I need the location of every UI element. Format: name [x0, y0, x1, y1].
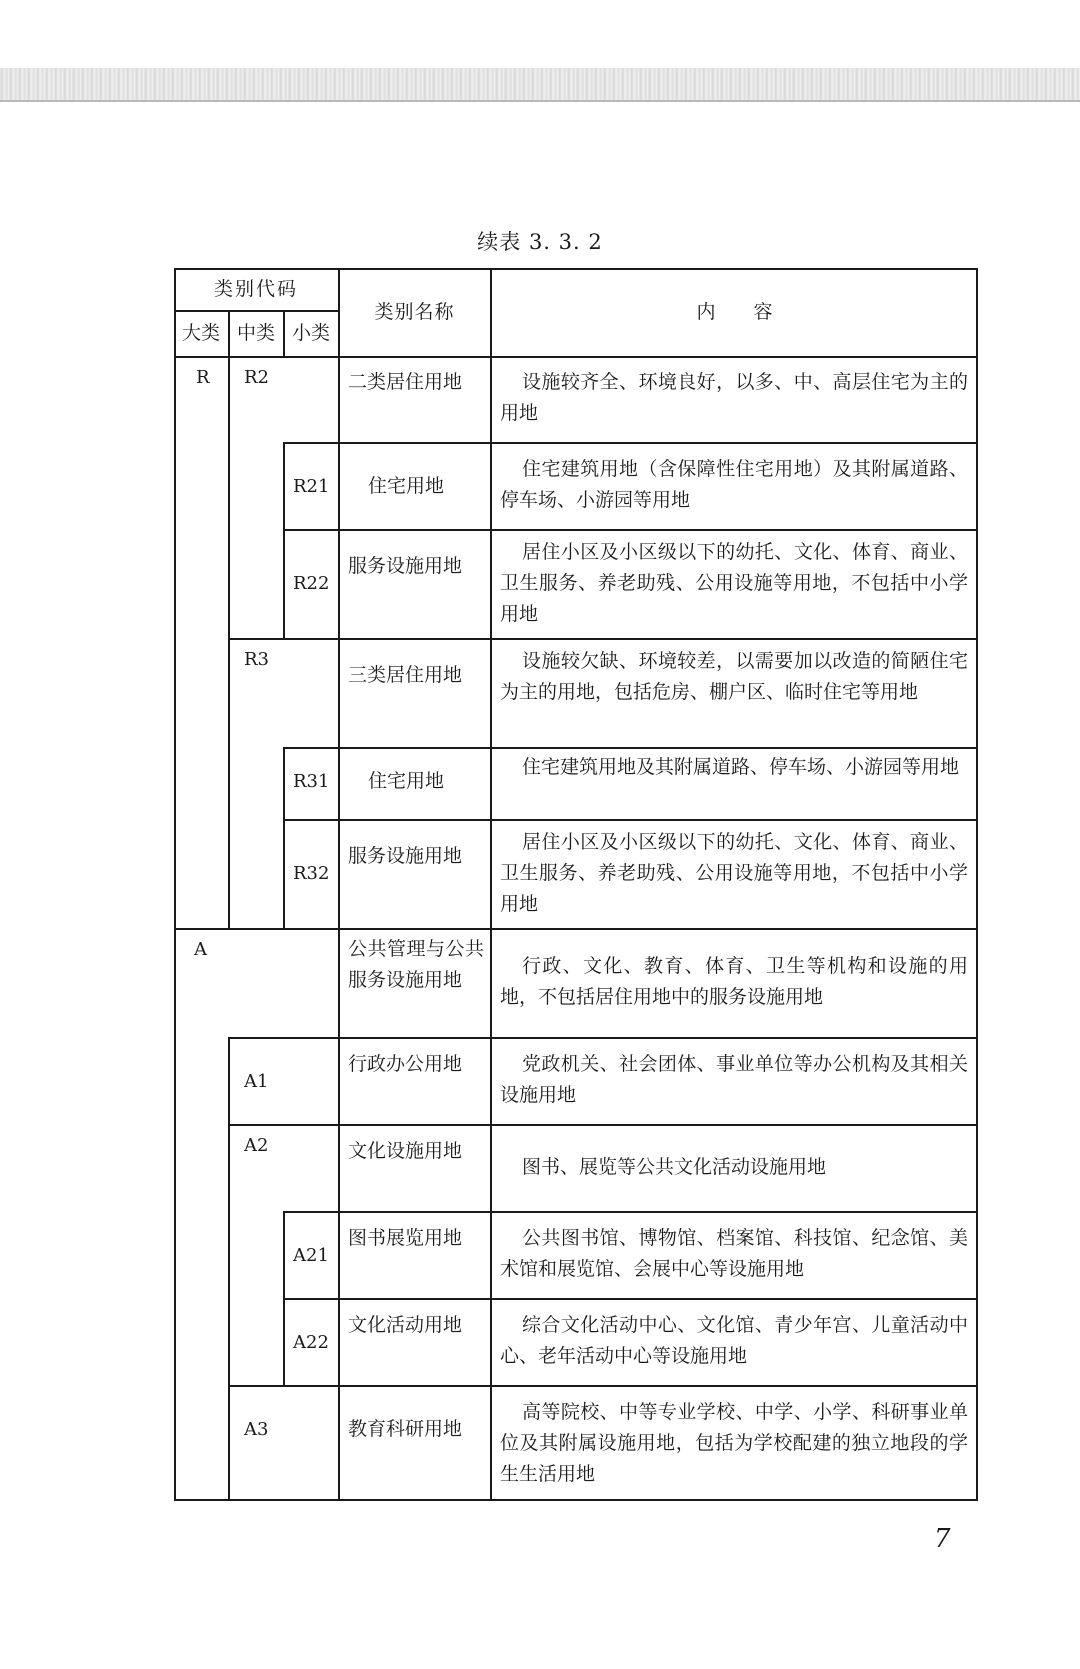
rule-v-content-left — [490, 268, 492, 1501]
rule-v-name-left — [338, 268, 340, 1501]
name-r22: 服务设施用地 — [348, 555, 463, 577]
header-name: 类别名称 — [374, 301, 455, 323]
content-a: 行政、文化、教育、体育、卫生等机构和设施的用地，不包括居住用地中的服务设施用地 — [500, 955, 968, 1008]
rule-h-a2 — [228, 1124, 978, 1126]
code-r: R — [196, 367, 210, 388]
name-r32: 服务设施用地 — [348, 845, 463, 867]
rule-v-r3-minor — [283, 747, 285, 928]
name-r31: 住宅用地 — [368, 770, 445, 792]
rule-h-r21 — [283, 442, 978, 444]
header-minor: 小类 — [291, 322, 330, 344]
header-medium: 中类 — [236, 322, 275, 344]
rule-h-a3 — [228, 1385, 978, 1387]
code-r31: R31 — [293, 771, 330, 792]
code-a3: A3 — [244, 1419, 269, 1440]
code-a22: A22 — [293, 1332, 329, 1353]
name-a22: 文化活动用地 — [348, 1314, 463, 1336]
content-a22: 综合文化活动中心、文化馆、青少年宫、儿童活动中心、老年活动中心等设施用地 — [500, 1314, 968, 1367]
rule-h-r22 — [283, 529, 978, 531]
content-r2: 设施较齐全、环境良好，以多、中、高层住宅为主的用地 — [500, 371, 968, 424]
content-a1: 党政机关、社会团体、事业单位等办公机构及其相关设施用地 — [500, 1053, 968, 1106]
name-r21: 住宅用地 — [368, 475, 445, 497]
rule-h-a — [174, 928, 978, 930]
header-code-group: 类别代码 — [213, 278, 298, 300]
content-r22: 居住小区及小区级以下的幼托、文化、体育、商业、卫生服务、养老助残、公用设施等用地，不包括中小学用地 — [500, 541, 968, 625]
content-a3: 高等院校、中等专业学校、中学、小学、科研事业单位及其附属设施用地，包括为学校配建的独立地段的学生生活用地 — [500, 1401, 968, 1485]
rule-h-a1 — [228, 1037, 978, 1039]
rule-v-a-medium — [228, 1037, 230, 1501]
table-title: 续表 3. 3. 2 — [477, 230, 603, 254]
code-a2: A2 — [244, 1135, 269, 1156]
name-a21: 图书展览用地 — [348, 1227, 463, 1249]
code-a21: A21 — [293, 1245, 329, 1266]
code-r22: R22 — [293, 573, 330, 594]
rule-h-r3 — [228, 638, 978, 640]
content-a2: 图书、展览等公共文化活动设施用地 — [522, 1156, 827, 1178]
header-major: 大类 — [181, 322, 220, 344]
name-r2: 二类居住用地 — [348, 371, 463, 393]
code-r21: R21 — [293, 476, 330, 497]
rule-h-r32 — [283, 819, 978, 821]
code-r2: R2 — [244, 367, 270, 388]
content-r31: 住宅建筑用地及其附属道路、停车场、小游园等用地 — [522, 756, 960, 778]
content-r3: 设施较欠缺、环境较差，以需要加以改造的简陋住宅为主的用地，包括危房、棚户区、临时住宅等用地 — [500, 650, 968, 703]
code-a: A — [194, 939, 207, 960]
code-a1: A1 — [244, 1071, 269, 1092]
scan-edge-line — [0, 100, 1080, 102]
rule-v-r-medium — [228, 356, 230, 928]
name-a: 公共管理与公共服务设施用地 — [348, 938, 484, 991]
name-r3: 三类居住用地 — [348, 664, 463, 686]
rule-h-a21 — [283, 1211, 978, 1213]
name-a2: 文化设施用地 — [348, 1140, 463, 1162]
code-r3: R3 — [244, 649, 270, 670]
scan-shadow-band — [0, 68, 1080, 100]
content-r32: 居住小区及小区级以下的幼托、文化、体育、商业、卫生服务、养老助残、公用设施等用地，不包括中小学用地 — [500, 831, 968, 915]
rule-h-header-bottom — [174, 356, 978, 358]
code-r32: R32 — [293, 863, 330, 884]
rule-h-code-group — [174, 310, 338, 312]
header-content: 内 容 — [696, 301, 773, 323]
rule-v-r2-minor — [283, 442, 285, 638]
content-r21: 住宅建筑用地（含保障性住宅用地）及其附属道路、停车场、小游园等用地 — [500, 458, 968, 511]
rule-h-r31 — [283, 747, 978, 749]
name-a1: 行政办公用地 — [348, 1053, 463, 1075]
content-a21: 公共图书馆、博物馆、档案馆、科技馆、纪念馆、美术馆和展览馆、会展中心等设施用地 — [500, 1227, 968, 1280]
name-a3: 教育科研用地 — [348, 1418, 463, 1440]
rule-h-a22 — [283, 1298, 978, 1300]
page-number: 7 — [934, 1524, 951, 1554]
